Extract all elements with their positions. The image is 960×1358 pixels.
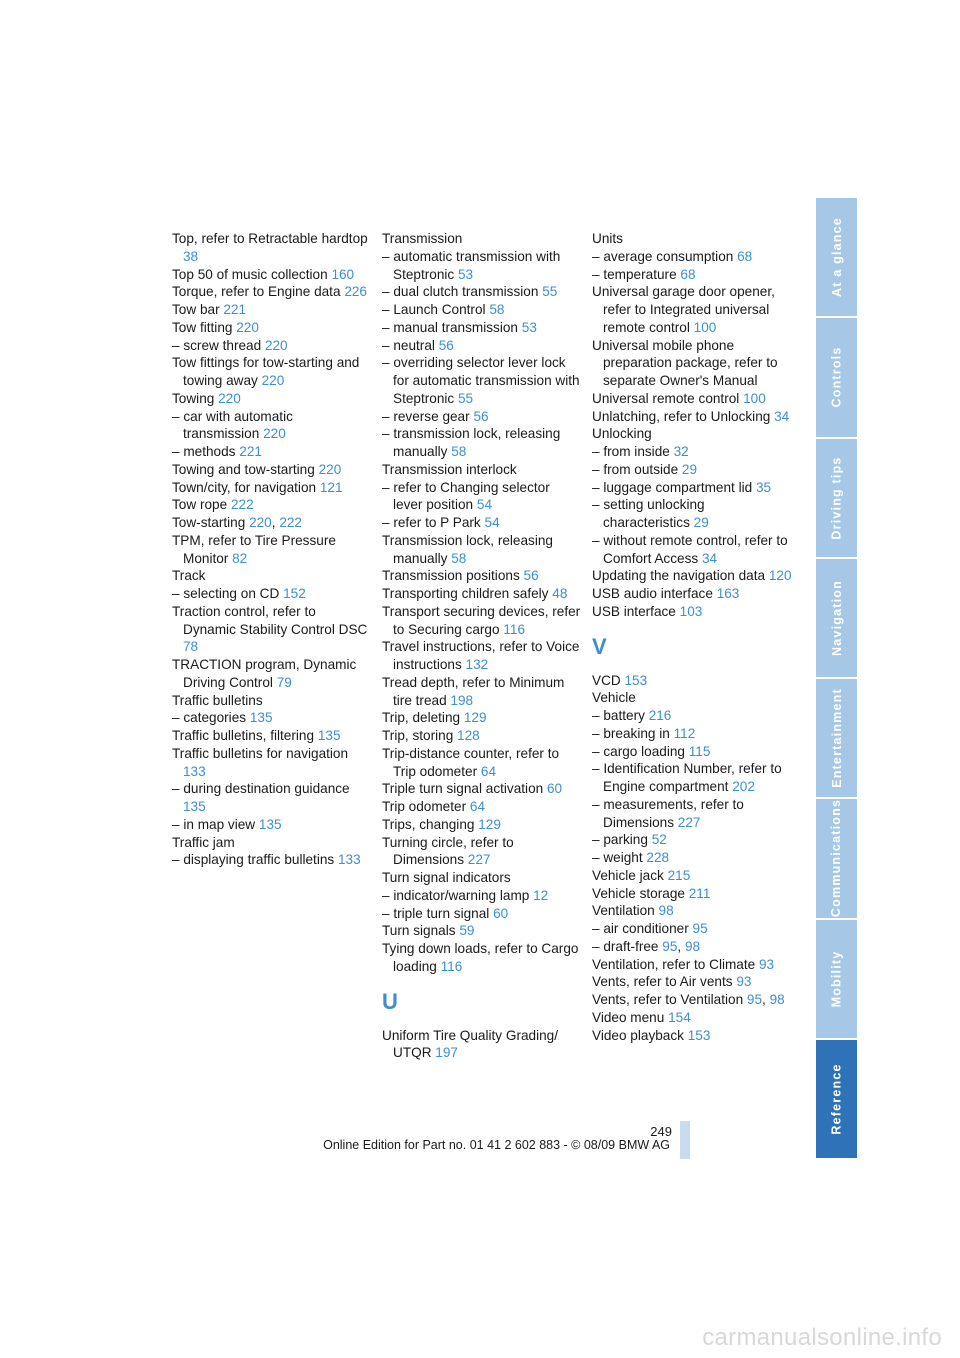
index-entry-text: Transporting children safely	[382, 586, 549, 601]
index-entry	[382, 816, 582, 834]
index-entry-text: Tow fitting	[172, 319, 233, 335]
page-reference-link[interactable]: 56	[473, 408, 489, 424]
index-entry-text: – reverse gear	[382, 408, 470, 424]
index-entry: Tow-starting 220, 222	[172, 515, 302, 530]
index-entry	[172, 727, 372, 745]
index-entry	[592, 248, 792, 266]
page-reference-link[interactable]: 135	[317, 728, 341, 743]
index-entry-text: Tow-starting	[172, 515, 246, 530]
index-entry-text: Travel instructions, refer to Voice instructions	[382, 639, 580, 672]
index-entry-text: – draft-free	[592, 938, 659, 954]
index-entry	[592, 849, 792, 867]
page-reference-link[interactable]: 116	[440, 958, 463, 974]
index-entry	[382, 283, 582, 301]
index-entry-text: – setting unlocking characteristics	[592, 497, 705, 530]
page-reference-link[interactable]: 103	[679, 603, 703, 619]
page-number: 249	[650, 1124, 672, 1139]
index-entry-text: Tow fittings for tow-starting and towing away	[172, 355, 360, 388]
section-tab-label: Navigation	[829, 579, 844, 656]
index-entry	[592, 496, 792, 532]
index-entry-text: Transmission lock, releasing manually	[382, 532, 553, 566]
index-entry	[382, 425, 582, 461]
section-tab-sidebar	[816, 198, 857, 1160]
page-reference-link[interactable]: 135	[258, 816, 282, 832]
page-reference-link[interactable]: 34	[774, 408, 790, 424]
page-reference-link[interactable]: 115	[688, 743, 711, 759]
index-entry	[592, 443, 792, 461]
page-reference-link[interactable]: 129	[478, 816, 501, 832]
index-entry-text: – weight	[592, 850, 643, 865]
page-reference-link[interactable]: 220	[318, 461, 342, 477]
index-entry-text: Vehicle jack	[592, 867, 664, 883]
page-reference-link[interactable]: 227	[677, 814, 701, 830]
section-tab-controls[interactable]	[816, 318, 857, 436]
index-entry	[382, 567, 582, 585]
page-reference-link[interactable]: 55	[542, 284, 558, 300]
index-entry-text: Town/city, for navigation	[172, 479, 317, 495]
page-reference-link[interactable]: 216	[648, 708, 672, 723]
index-entry	[172, 745, 372, 781]
index-entry-text: Ventilation	[592, 903, 655, 919]
index-entry	[382, 585, 582, 603]
index-entry-text: Tow rope	[172, 497, 228, 513]
index-entry	[382, 727, 582, 745]
page-reference-link[interactable]: 220	[249, 515, 272, 530]
index-entry	[172, 408, 372, 444]
index-entry	[172, 390, 372, 408]
index-entry-text: – parking	[592, 832, 648, 848]
page-reference-link[interactable]: 95	[692, 921, 708, 936]
index-entry-text: – selecting on CD	[172, 586, 280, 601]
index-entry-text: – average consumption	[592, 248, 734, 264]
index-entry-text: Traffic bulletins for navigation	[172, 745, 349, 761]
index-entry	[382, 230, 582, 248]
section-tab-label: Mobility	[829, 950, 844, 1008]
page-reference-link[interactable]: 226	[344, 284, 367, 300]
index-entry-text: Tying down loads, refer to Cargo loading	[382, 941, 579, 974]
section-tab-label: Driving tips	[829, 456, 844, 540]
index-entry-text: – triple turn signal	[382, 905, 490, 921]
page-reference-link[interactable]: 53	[521, 319, 537, 335]
index-entry	[172, 461, 372, 479]
index-entry	[382, 638, 582, 674]
index-entry	[592, 689, 792, 707]
page-reference-link[interactable]: 60	[546, 781, 563, 797]
index-entry-text: Trip odometer	[382, 799, 467, 814]
index-entry-text: USB interface	[592, 603, 676, 619]
index-entry	[382, 922, 582, 940]
page-reference-link[interactable]: 53	[458, 266, 474, 282]
page-reference-link[interactable]: 95	[746, 992, 763, 1007]
index-entry	[592, 408, 792, 426]
index-entry	[172, 567, 372, 585]
page-reference-link[interactable]: 220	[263, 426, 286, 442]
index-entry-text: Ventilation, refer to Climate	[592, 956, 756, 972]
index-entry-text: Top, refer to Retractable hardtop	[172, 231, 368, 246]
index-entry-text: – temperature	[592, 266, 677, 282]
index-entry	[382, 248, 582, 284]
page-reference-link[interactable]: 222	[279, 515, 302, 530]
index-entry	[592, 725, 792, 743]
index-entry-text: Torque, refer to Engine data	[172, 284, 341, 300]
index-entry-text: Traction control, refer to Dynamic Stability Control DSC	[172, 603, 368, 637]
page-reference-link[interactable]: 153	[624, 672, 648, 688]
index-entry	[592, 885, 792, 903]
index-entry-text: – neutral	[382, 337, 435, 353]
index-entry-text: Transmission positions	[382, 568, 520, 584]
index-entry	[382, 905, 582, 923]
index-entry-text: – Launch Control	[382, 302, 486, 317]
index-entry-text: Triple turn signal activation	[382, 781, 544, 797]
page-reference-link[interactable]: 38	[183, 248, 199, 264]
index-entry	[382, 354, 582, 407]
index-entry	[382, 461, 582, 479]
index-entry-text: – in map view	[172, 816, 256, 832]
index-entry	[592, 707, 792, 725]
index-entry-text: – overriding selector lever lock for automatic transmission with Steptronic	[382, 355, 580, 406]
index-entry-text: – car with automatic transmission	[172, 408, 293, 442]
page-number-bar	[680, 1121, 690, 1159]
page-reference-link[interactable]: 128	[457, 728, 480, 743]
section-tab-mobility[interactable]	[816, 920, 857, 1038]
index-entry-text: Transmission interlock	[382, 461, 517, 477]
index-entry-text: – luggage compartment lid	[592, 479, 753, 495]
page-reference-link[interactable]: 54	[484, 515, 500, 530]
page-reference-link[interactable]: 98	[769, 992, 785, 1007]
index-entry	[592, 425, 792, 443]
page-reference-link[interactable]: 154	[668, 1009, 691, 1025]
page-reference-link[interactable]: 198	[450, 692, 474, 708]
index-entry	[382, 798, 582, 816]
index-entry	[172, 354, 372, 390]
page-reference-link[interactable]: 64	[480, 763, 497, 779]
index-entry	[382, 319, 582, 337]
page-reference-link[interactable]: 132	[465, 657, 489, 672]
page-reference-link[interactable]: 116	[503, 621, 525, 637]
page-reference-link[interactable]: 93	[759, 956, 775, 972]
index-column-3	[592, 230, 792, 1044]
index-entry-text: Vehicle storage	[592, 885, 685, 901]
page-reference-link[interactable]: 79	[276, 674, 292, 690]
index-entry-text: – screw thread	[172, 337, 262, 353]
index-column-1	[172, 230, 372, 869]
page-reference-link[interactable]: 121	[319, 479, 343, 495]
index-entry-text: – breaking in	[592, 725, 670, 741]
index-entry	[382, 514, 582, 532]
page-reference-link[interactable]: 160	[331, 266, 355, 282]
page-reference-link[interactable]: 211	[688, 885, 711, 901]
index-entry	[592, 283, 792, 336]
section-tab-label: Communications	[829, 799, 844, 918]
index-entry-text: – during destination guidance	[172, 781, 350, 797]
page-reference-link[interactable]: 59	[459, 923, 475, 939]
page-reference-link[interactable]: 58	[489, 302, 505, 317]
page-reference-link[interactable]: 34	[701, 550, 718, 566]
index-entry	[382, 709, 582, 727]
page-reference-link[interactable]: 98	[684, 938, 701, 954]
index-entry	[172, 816, 372, 834]
index-entry-text: Towing	[172, 390, 215, 406]
index-entry	[382, 745, 582, 781]
index-entry	[592, 479, 792, 497]
index-entry-text: Track	[172, 568, 206, 584]
index-entry	[382, 887, 582, 905]
index-entry-text: Top 50 of music collection	[172, 266, 328, 282]
index-entry-text: – manual transmission	[382, 319, 518, 335]
index-entry-text: Traffic bulletins	[172, 692, 263, 708]
page-reference-link[interactable]: 48	[552, 586, 568, 601]
index-entry-text: Towing and tow-starting	[172, 461, 315, 477]
index-entry	[592, 973, 792, 991]
page-reference-link[interactable]: 133	[183, 763, 206, 779]
index-entry-text: Turning circle, refer to Dimensions	[382, 834, 514, 868]
index-entry-text: – automatic transmission with Steptronic	[382, 248, 561, 282]
index-entry-text: TRACTION program, Dynamic Driving Control	[172, 657, 357, 690]
index-entry-text: – methods	[172, 444, 236, 459]
index-entry-text: Universal remote control	[592, 390, 740, 406]
section-tab-label: Reference	[829, 1063, 844, 1135]
page-reference-link[interactable]: 32	[673, 444, 689, 459]
index-entry	[592, 230, 792, 248]
index-entry	[172, 496, 372, 514]
index-entry	[172, 834, 372, 852]
page-reference-link[interactable]: 100	[693, 319, 717, 335]
page-reference-link[interactable]: 120	[768, 568, 792, 584]
index-entry-text: – cargo loading	[592, 743, 685, 759]
index-entry	[592, 461, 792, 479]
page-reference-link[interactable]: 197	[435, 1045, 458, 1061]
index-entry	[592, 532, 792, 568]
index-entry	[382, 532, 582, 568]
index-entry	[592, 920, 792, 938]
index-entry	[382, 479, 582, 515]
page-reference-link[interactable]: 68	[680, 266, 696, 282]
page-reference-link[interactable]: 112	[673, 725, 696, 741]
index-entry-text: Trips, changing	[382, 816, 475, 832]
index-entry-text: Vehicle	[592, 690, 636, 706]
page-reference-link[interactable]: 100	[743, 390, 766, 406]
page-reference-link[interactable]: 202	[732, 779, 755, 794]
index-entry-text: Transport securing devices, refer to Securing cargo	[382, 603, 581, 637]
page-reference-link[interactable]: 82	[232, 550, 248, 566]
section-tab-label: At a glance	[829, 217, 844, 298]
index-entry	[172, 603, 372, 656]
section-tab-entertainment[interactable]	[816, 679, 857, 797]
index-entry	[592, 585, 792, 603]
section-letter-heading: U	[382, 988, 398, 1014]
page-reference-link[interactable]: 215	[667, 867, 691, 883]
index-entry	[172, 230, 372, 266]
page-reference-link[interactable]: 60	[493, 905, 509, 921]
page-reference-link[interactable]: 52	[651, 832, 667, 848]
page-reference-link[interactable]: 58	[451, 444, 467, 459]
page-reference-link[interactable]: 12	[533, 887, 549, 903]
index-entry-text: Traffic bulletins, filtering	[172, 728, 315, 743]
index-entry-text: Trip, storing	[382, 728, 454, 743]
index-entry	[172, 301, 372, 319]
index-entry-text: Trip, deleting	[382, 710, 461, 726]
index-entry-text: Vents, refer to Ventilation	[592, 992, 744, 1007]
index-entry-text: – categories	[172, 710, 247, 726]
index-entry-text: – refer to Changing selector lever position	[382, 479, 550, 513]
index-entry-text: – refer to P Park	[382, 515, 481, 530]
index-entry	[172, 709, 372, 727]
page-reference-link[interactable]: 220	[236, 319, 259, 335]
index-entry-text: Units	[592, 231, 623, 246]
index-entry	[592, 672, 792, 690]
index-entry	[592, 337, 792, 390]
index-entry	[382, 674, 582, 710]
index-entry-text: – without remote control, refer to Comfort Access	[592, 532, 788, 566]
page-reference-link[interactable]: 221	[239, 444, 262, 459]
index-entry	[172, 692, 372, 710]
index-entry-text: Video playback	[592, 1027, 684, 1043]
index-entry	[592, 266, 792, 284]
page-reference-link[interactable]: 152	[283, 586, 306, 601]
index-entry-text: – battery	[592, 708, 645, 723]
index-entry	[382, 869, 582, 887]
index-entry-text: Universal mobile phone preparation package, refer to separate Owner's Manual	[592, 337, 778, 388]
index-entry-text: VCD	[592, 672, 621, 688]
watermark	[0, 1320, 960, 1358]
page-reference-link[interactable]: 56	[523, 568, 539, 584]
index-entry-text: Video menu	[592, 1009, 665, 1025]
index-entry	[172, 479, 372, 497]
index-entry	[592, 1009, 792, 1027]
page-reference-link[interactable]: 98	[658, 903, 674, 919]
page-reference-link[interactable]: 135	[249, 710, 273, 726]
index-entry-text: – from inside	[592, 444, 670, 459]
page-reference-link[interactable]: 95	[662, 938, 678, 954]
page-reference-link[interactable]: 221	[223, 302, 247, 317]
index-entry-text: – Identification Number, refer to Engine compartment	[592, 761, 782, 794]
index-entry	[172, 337, 372, 355]
section-tab-reference[interactable]	[816, 1040, 857, 1158]
page-reference-link[interactable]: 220	[218, 390, 241, 406]
index-entry-text: USB audio interface	[592, 586, 713, 601]
index-entry	[592, 603, 792, 621]
index-entry-text: – dual clutch transmission	[382, 284, 539, 300]
index-entry-text: – indicator/warning lamp	[382, 887, 530, 903]
index-entry	[592, 956, 792, 974]
index-entry	[592, 760, 792, 796]
index-entry	[382, 834, 582, 870]
index-entry-text: – from outside	[592, 461, 679, 477]
page-reference-link[interactable]: 135	[183, 799, 206, 814]
index-entry-text: Unlocking	[592, 426, 652, 442]
index-entry-text: Uniform Tire Quality Grading/ UTQR	[382, 1027, 559, 1061]
index-entry	[592, 1027, 792, 1045]
page-reference-link[interactable]: 227	[467, 852, 491, 868]
page-reference-link[interactable]: 58	[451, 550, 467, 566]
page-reference-link[interactable]: 35	[755, 479, 772, 495]
page-reference-link[interactable]: 64	[469, 799, 486, 814]
index-entry	[382, 940, 582, 976]
page-reference-link[interactable]: 68	[737, 248, 753, 264]
index-entry	[592, 743, 792, 761]
index-entry-text: Turn signals	[382, 923, 456, 939]
index-entry	[592, 902, 792, 920]
page-reference-link[interactable]: 56	[438, 337, 454, 353]
index-entry-text: Trip-distance counter, refer to Trip odometer	[382, 745, 560, 779]
index-entry	[172, 266, 372, 284]
index-entry	[172, 656, 372, 692]
page-reference-link[interactable]: 54	[476, 497, 493, 513]
page-reference-link[interactable]: 55	[458, 390, 474, 406]
index-entry	[592, 867, 792, 885]
index-entry-text: Updating the navigation data	[592, 568, 766, 584]
page-reference-link[interactable]: 133	[338, 852, 361, 868]
index-entry-text: Turn signal indicators	[382, 870, 511, 885]
index-entry-text: Transmission	[382, 231, 463, 246]
page-reference-link[interactable]: 129	[463, 710, 487, 726]
index-entry	[382, 301, 582, 319]
index-entry	[382, 780, 582, 798]
index-entry-text: Unlatching, refer to Unlocking	[592, 408, 771, 424]
index-entry	[172, 585, 372, 603]
index-entry-text: – transmission lock, releasing manually	[382, 426, 561, 459]
page-reference-link[interactable]: 220	[261, 373, 285, 388]
page-reference-link[interactable]: 163	[716, 586, 740, 601]
index-entry	[172, 319, 372, 337]
page-reference-link[interactable]: 220	[264, 337, 288, 353]
index-column-2	[382, 230, 582, 1062]
index-entry-text: Vents, refer to Air vents	[592, 974, 733, 990]
index-entry-text: Traffic jam	[172, 834, 235, 850]
index-entry-text: Universal garage door opener, refer to Integrated universal remote control	[592, 284, 775, 335]
page-reference-link[interactable]: 222	[230, 497, 254, 513]
index-entry	[172, 283, 372, 301]
page-reference-link[interactable]: 29	[681, 461, 698, 477]
index-entry: – draft-free 95, 98	[592, 938, 701, 954]
index-entry	[382, 603, 582, 639]
section-tab-at-a-glance[interactable]	[816, 198, 857, 316]
index-entry	[592, 831, 792, 849]
index-entry-text: TPM, refer to Tire Pressure Monitor	[172, 532, 336, 566]
index-entry	[382, 337, 582, 355]
index-entry	[172, 532, 372, 568]
index-entry	[382, 1027, 582, 1063]
watermark-text: carmanualsonline.info	[702, 1324, 942, 1351]
footer-edition-text: Online Edition for Part no. 01 41 2 602 883 - © 08/09 BMW AG	[323, 1138, 670, 1152]
index-entry: Vents, refer to Ventilation 95, 98	[592, 992, 785, 1007]
index-entry	[592, 567, 792, 585]
index-entry-text: Tow bar	[172, 302, 220, 317]
page-reference-link[interactable]: 153	[687, 1027, 711, 1043]
index-entry	[172, 780, 372, 816]
section-tab-driving-tips[interactable]	[816, 439, 857, 557]
index-entry-text: – measurements, refer to Dimensions	[592, 796, 744, 830]
section-tab-label: Entertainment	[829, 688, 844, 788]
page-reference-link[interactable]: 29	[693, 515, 709, 530]
page-reference-link[interactable]: 78	[183, 639, 199, 655]
index-entry-text: Tread depth, refer to Minimum tire tread	[382, 674, 565, 708]
index-entry	[172, 443, 372, 461]
section-tab-navigation[interactable]	[816, 559, 857, 677]
page-reference-link[interactable]: 228	[646, 850, 670, 865]
index-entry-text: – displaying traffic bulletins	[172, 852, 335, 868]
section-tab-label: Controls	[829, 346, 844, 408]
index-entry	[172, 851, 372, 869]
index-entry	[592, 390, 792, 408]
section-tab-communications[interactable]	[816, 799, 857, 917]
section-letter-heading: V	[592, 633, 607, 659]
index-entry	[382, 408, 582, 426]
page-reference-link[interactable]: 93	[736, 974, 752, 990]
index-entry-text: – air conditioner	[592, 921, 689, 936]
index-entry	[592, 796, 792, 832]
